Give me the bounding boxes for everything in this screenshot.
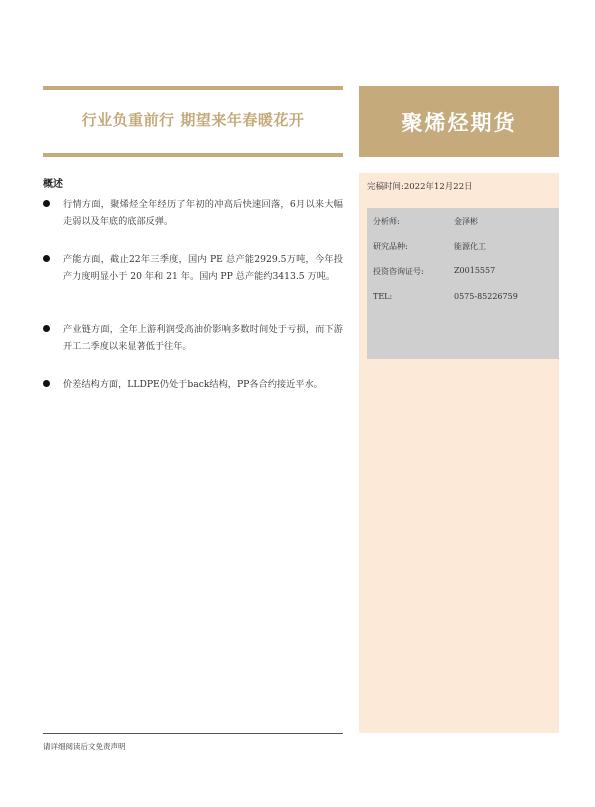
bullet-text: 产业链方面，全年上游利润受高油价影响多数时间处于亏损，而下游开工二季度以来显著低于往年。 — [63, 324, 343, 352]
bullet-text: 价差结构方面，LLDPE仍处于back结构，PP各合约接近平水。 — [63, 379, 323, 390]
info-row-license — [373, 266, 559, 278]
bullet-text: 产能方面，截止22年三季度，国内 PE 总产能2929.5万吨，今年投产力度明显小于 20 年和 21 年。国内 PP 总产能约3413.5 万吨。 — [63, 254, 343, 282]
info-key: 投资咨询证号: — [373, 267, 424, 276]
info-value: 能源化工 — [454, 242, 486, 251]
bullet-dot — [43, 255, 50, 262]
report-subtitle: 行业负重前行 期望来年春暖花开 — [81, 111, 305, 129]
info-value: Z0015557 — [454, 266, 496, 275]
header-top-rule — [43, 86, 343, 90]
bullet-text: 行情方面，聚烯烃全年经历了年初的冲高后快速回落，6月以来大幅走弱以及年底的底部反弹。 — [63, 199, 343, 227]
bullet-dot — [43, 325, 50, 332]
overview-heading: 概述 — [43, 179, 63, 190]
info-row-category — [373, 241, 559, 253]
info-row-tel — [373, 292, 559, 304]
info-key: 分析师: — [373, 217, 400, 226]
bullet-dot — [43, 380, 50, 387]
bullet-dot — [43, 200, 50, 207]
info-value: 金泽彬 — [454, 217, 478, 226]
info-row-analyst — [373, 216, 559, 228]
completion-date: 完稿时间:2022年12月22日 — [367, 182, 473, 192]
analyst-info-box — [367, 208, 559, 359]
disclaimer-note: 请详细阅读后文免责声明 — [43, 742, 126, 751]
info-key: TEL: — [373, 292, 393, 301]
header-bottom-rule — [43, 153, 343, 157]
info-value: 0575-85226759 — [454, 292, 518, 301]
report-title: 聚烯烃期货 — [359, 86, 559, 157]
footer-rule — [43, 733, 343, 734]
info-key: 研究品种: — [373, 242, 408, 251]
